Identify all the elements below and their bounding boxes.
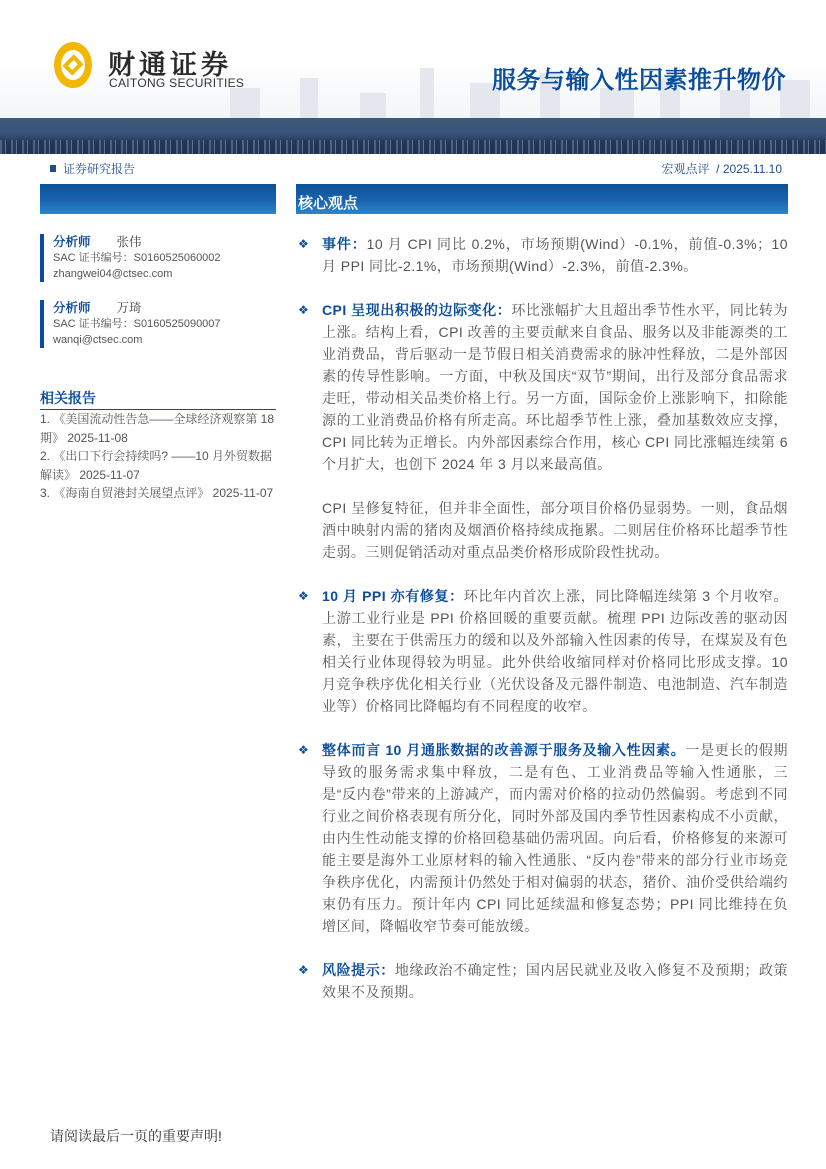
paragraph-text: 环比涨幅扩大且超出季节性水平，同比转为上涨。结构上看，CPI 改善的主要贡献来自食品、服务以及非能源类的工业消费品，背后驱动一是节假日相关消费需求的脉冲性释放，二是外部因素的传导性影响。一方面，中秋及国庆“双节”期间，出行及部分食品需求走旺，带动相关品类价格上行。另一方面，国际金价上涨影响下，扣除能源的工业消费品价格有所走高。环比超季节性上涨，叠加基数效应支撑，CPI 同比转为正增长。内外部因素综合作用，核心 CPI 同比涨幅连续第 6 个月扩大，也创下 2024 年 3 月以来最高值。: [322, 302, 788, 472]
paragraph-lead: 风险提示：: [322, 962, 395, 978]
paragraph-text: 10 月 CPI 同比 0.2%，市场预期(Wind）-0.1%，前值-0.3%；10 月 PPI 同比-2.1%，市场预期(Wind）-2.3%，前值-2.3%。: [322, 236, 788, 274]
diamond-bullet-icon: ❖: [298, 589, 310, 603]
analyst-name: 万琦: [116, 301, 142, 315]
analyst-sac: SAC 证书编号：S0160525060002: [53, 252, 221, 264]
analyst-email[interactable]: zhangwei04@ctsec.com: [53, 268, 173, 280]
analyst-sac: SAC 证书编号：S0160525090007: [53, 318, 221, 330]
paragraph-text: 环比年内首次上涨，同比降幅连续第 3 个月收窄。上游工业行业是 PPI 价格回暖的重要贡献。梳理 PPI 边际改善的驱动因素，主要在于供需压力的缓和以及外部输入性因素的传导，在煤炭及有色相关行业体现得较为明显。此外供给收缩同样对价格同比形成支撑。10 月竞争秩序优化相关行业（光伏设备及元器件制造、电池制造、汽车制造业等）价格同比降幅均有不同程度的收窄。: [322, 588, 788, 714]
analyst-label: 分析师: [53, 235, 91, 249]
analyst-card: [40, 234, 221, 282]
logo-text-cn: 财通证券: [108, 50, 232, 80]
sidebar-header-bar: [40, 184, 276, 214]
doc-type: [50, 160, 135, 177]
footer-notice: 请阅读最后一页的重要声明!: [50, 1128, 222, 1144]
caitong-logo-icon: [52, 40, 94, 90]
diamond-bullet-icon: ❖: [298, 237, 310, 251]
diamond-bullet-icon: ❖: [298, 963, 310, 977]
related-report-item[interactable]: 2. 《出口下行会持续吗? ——10 月外贸数据解读》 2025-11-07: [40, 449, 273, 482]
analyst-name: 张伟: [116, 235, 142, 249]
paragraph-cpi: [296, 299, 788, 475]
paragraph-cpi-weakness: [296, 497, 788, 563]
category-date: 宏观点评 / 2025.11.10: [661, 162, 782, 176]
related-reports: [40, 388, 276, 503]
paragraph-ppi: [296, 585, 788, 717]
logo-text-en: CAITONG SECURITIES: [109, 76, 245, 90]
section-title: 核心观点: [296, 184, 788, 214]
related-report-item[interactable]: 3. 《海南自贸港封关展望点评》 2025-11-07: [40, 486, 274, 500]
diamond-bullet-icon: ❖: [298, 743, 310, 757]
paragraph-lead: 整体而言 10 月通胀数据的改善源于服务及输入性因素。: [322, 742, 686, 758]
paragraph-lead: 事件：: [322, 236, 367, 252]
analyst-card: [40, 300, 221, 348]
related-report-item[interactable]: 1. 《美国流动性告急——全球经济观察第 18 期》 2025-11-08: [40, 412, 275, 445]
analyst-email[interactable]: wanqi@ctsec.com: [53, 334, 143, 346]
paragraph-overall: [296, 739, 788, 937]
paragraph-lead: 10 月 PPI 亦有修复：: [322, 588, 464, 604]
paragraph-text: CPI 呈修复特征，但并非全面性，部分项目价格仍显弱势。一则，食品烟酒中映射内需的猪肉及烟酒价格持续成拖累。二则居住价格环比超季节性走弱。三则促销活动对重点品类价格形成阶段性扰动。: [322, 500, 788, 560]
core-views: [296, 233, 788, 1025]
square-bullet-icon: [50, 165, 56, 172]
paragraph-event: [296, 233, 788, 277]
related-reports-title: 相关报告: [40, 388, 276, 410]
doc-type-label: 证券研究报告: [63, 162, 136, 176]
paragraph-text: 一是更长的假期导致的服务需求集中释放，二是有色、工业消费品等输入性通胀，三是“反内卷”带来的上游减产，而内需对价格的拉动仍然偏弱。考虑到不同行业之间价格表现有所分化，同时外部及国内季节性因素构成不小贡献，由内生性动能支撑的价格回稳基础仍需巩固。向后看，价格修复的来源可能主要是海外工业原材料的输入性通胀、“反内卷”带来的部分行业市场竞争秩序优化，内需预计仍然处于相对偏弱的状态，猪价、油价受供给端约束仍有压力。预计年内 CPI 同比延续温和修复态势；PPI 同比维持在负增区间，降幅收窄节奏可能放缓。: [322, 742, 788, 934]
paragraph-risk: [296, 959, 788, 1003]
header-city-banner: [0, 118, 826, 154]
paragraph-text: 地缘政治不确定性；国内居民就业及收入修复不及预期；政策效果不及预期。: [322, 962, 789, 1000]
report-title: 服务与输入性因素推升物价: [492, 67, 786, 94]
paragraph-lead: CPI 呈现出积极的边际变化：: [322, 302, 512, 318]
analyst-label: 分析师: [53, 301, 91, 315]
diamond-bullet-icon: ❖: [298, 303, 310, 317]
